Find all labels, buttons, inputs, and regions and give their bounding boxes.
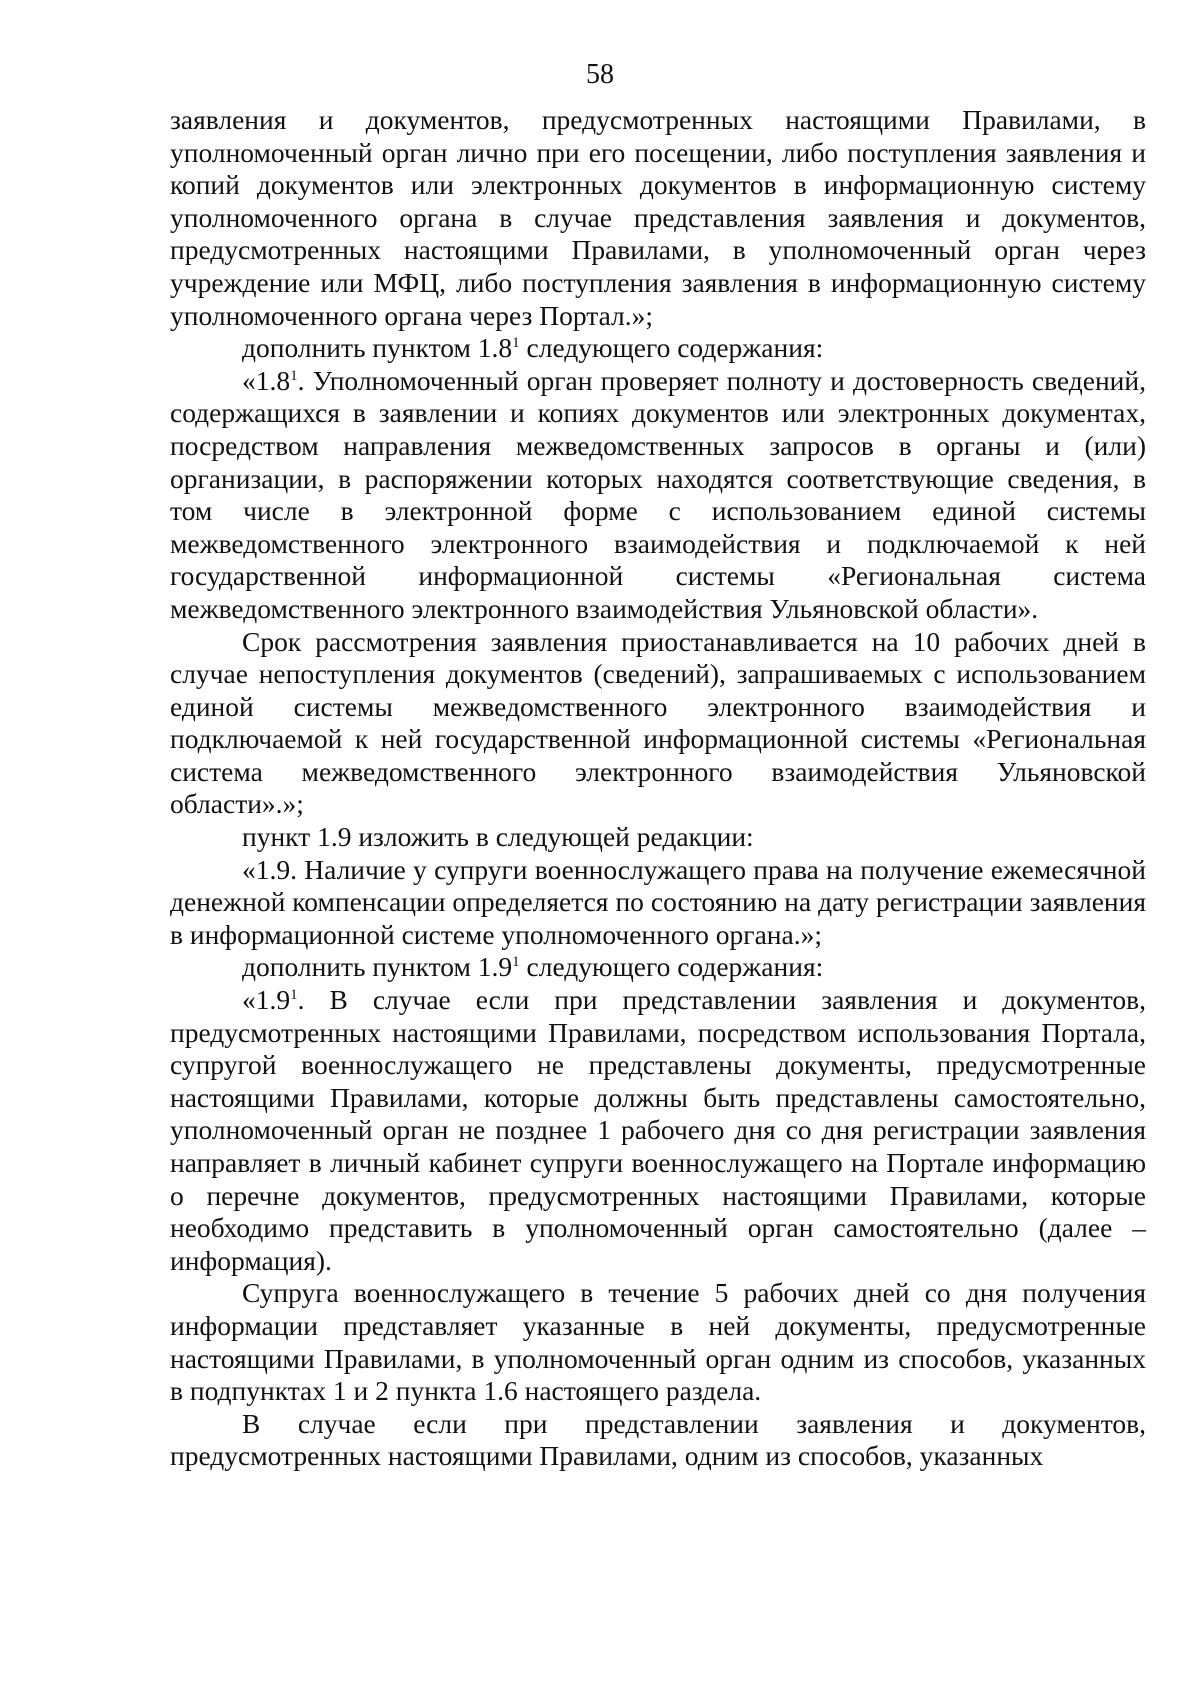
paragraph-text: Срок рассмотрения заявления приостанавливается на 10 рабочих дней в случае непоступления документов (сведений), запрашиваемых с использованием единой системы межведомственного электронного взаимодействия и подключаемой к ней государственной информационной системы «Региональная система межведомственного электронного взаимодействия Ульяновской области».»; [170, 625, 1146, 820]
paragraph-text: «1.8 [242, 364, 291, 396]
paragraph [170, 626, 1146, 822]
document-body [170, 104, 1146, 1473]
paragraph [170, 951, 1146, 984]
paragraph-text: дополнить пунктом 1.9 [242, 951, 513, 983]
paragraph-text: «1.9. Наличие у супруги военнослужащего права на получение ежемесячной денежной компенсации определяется по состоянию на дату регистрации заявления в информационной системе уполномоченного органа.»; [170, 853, 1146, 950]
paragraph-text: . В случае если при представлении заявления и документов, предусмотренных настоящими Правилами, посредством использования Портала, супругой военнослужащего не представлены документы, предусмотренные настоящими Правилами, которые должны быть представлены самостоятельно, уполномоченный орган не позднее 1 рабочего дня со дня регистрации заявления направляет в личный кабинет супруги военнослужащего на Портале информацию о перечне документов, предусмотренных настоящими Правилами, которые необходимо представить в уполномоченный орган самостоятельно (далее – информация). [170, 984, 1146, 1276]
paragraph-text: следующего содержания: [519, 951, 824, 983]
paragraph [170, 984, 1146, 1277]
paragraph-text: дополнить пунктом 1.8 [242, 332, 513, 364]
superscript-index: 1 [512, 954, 520, 971]
paragraph-text: «1.9 [242, 984, 291, 1016]
paragraph-text: Супруга военнослужащего в течение 5 рабочих дней со дня получения информации представляет указанные в ней документы, предусмотренные настоящими Правилами, в уполномоченный орган одним из способов, указанных в подпунктах 1 и 2 пункта 1.6 настоящего раздела. [170, 1277, 1146, 1407]
page-number: 58 [586, 59, 614, 90]
paragraph-text: В случае если при представлении заявления и документов, предусмотренных настоящими Правилами, одним из способов, указанных [170, 1407, 1146, 1472]
paragraph [170, 104, 1146, 332]
superscript-index: 1 [290, 367, 298, 384]
superscript-index: 1 [290, 986, 298, 1003]
paragraph-text: пункт 1.9 изложить в следующей редакции: [242, 821, 754, 853]
paragraph [170, 332, 1146, 365]
paragraph-text: . Уполномоченный орган проверяет полноту и достоверность сведений, содержащихся в заявлении и копиях документов или электронных документах, посредством направления межведомственных запросов в органы и (или) организации, в распоряжении которых находятся соответствующие сведения, в том числе в электронной форме с использованием единой системы межведомственного электронного взаимодействия и подключаемой к ней государственной информационной системы «Региональная система межведомственного электронного взаимодействия Ульяновской области». [170, 364, 1146, 624]
paragraph [170, 1277, 1146, 1407]
paragraph [170, 821, 1146, 854]
superscript-index: 1 [512, 335, 520, 351]
paragraph-text: следующего содержания: [519, 332, 824, 364]
paragraph [170, 1408, 1146, 1473]
paragraph [170, 365, 1146, 626]
paragraph-text: заявления и документов, предусмотренных настоящими Правилами, в уполномоченный орган лично при его посещении, либо поступления заявления и копий документов или электронных документов в информационную систему уполномоченного органа в случае представления заявления и документов, предусмотренных настоящими Правилами, в уполномоченный орган через учреждение или МФЦ, либо поступления заявления в информационную систему уполномоченного органа через Портал.»; [170, 104, 1146, 331]
paragraph [170, 854, 1146, 952]
